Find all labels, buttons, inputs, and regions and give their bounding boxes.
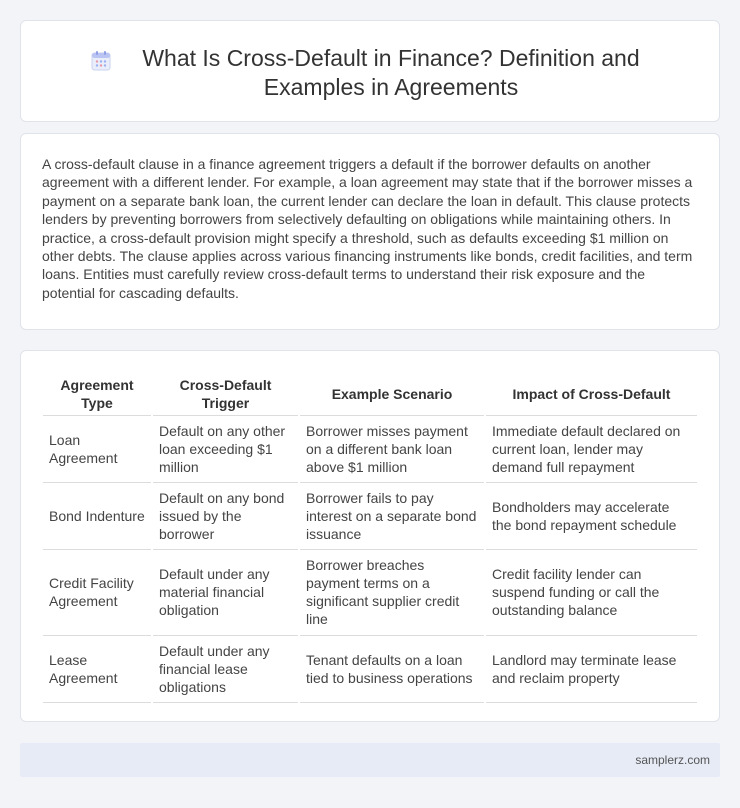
table-cell: Immediate default declared on current loan, lender may demand full repayment <box>485 415 697 482</box>
table-cell: Landlord may terminate lease and reclaim property <box>485 635 697 702</box>
table-cell: Borrower fails to pay interest on a separate bond issuance <box>299 482 485 549</box>
table-header-row <box>43 373 697 415</box>
column-header-agreement-type: Agreement Type <box>43 373 152 415</box>
table-cell: Default on any bond issued by the borrower <box>152 482 299 549</box>
table-row <box>43 482 697 549</box>
table-card <box>20 350 720 722</box>
table-cell: Default under any material financial obligation <box>152 549 299 635</box>
table-cell: Borrower misses payment on a different bank loan above $1 million <box>299 415 485 482</box>
intro-paragraph: A cross-default clause in a finance agreement triggers a default if the borrower defaults on another agreement with a different lender. For example, a loan agreement may state that if the borrower misses a payment on a separate bank loan, the current lender can declare the loan in default. This clause protects lenders by preventing borrowers from selectively defaulting on obligations while maintaining others. In practice, a cross-default provision might specify a threshold, such as defaults exceeding $1 million on other debts. The clause applies across various financing instruments like bonds, credit facilities, and term loans. Entities must carefully review cross-default terms to understand their risk exposure and the potential for cascading defaults. <box>42 156 693 301</box>
footer-site-link[interactable]: samplerz.com <box>635 753 710 767</box>
table-cell: Tenant defaults on a loan tied to business operations <box>299 635 485 702</box>
table-row <box>43 549 697 635</box>
table-cell: Credit Facility Agreement <box>43 549 152 635</box>
table-cell: Borrower breaches payment terms on a significant supplier credit line <box>299 549 485 635</box>
table-cell: Default under any financial lease obligations <box>152 635 299 702</box>
intro-card <box>20 133 720 330</box>
column-header-impact: Impact of Cross-Default <box>485 373 697 415</box>
table-row <box>43 415 697 482</box>
table-cell: Loan Agreement <box>43 415 152 482</box>
footer-bar <box>20 743 720 777</box>
table-cell: Bond Indenture <box>43 482 152 549</box>
table-row <box>43 635 697 702</box>
table-cell: Credit facility lender can suspend funding or call the outstanding balance <box>485 549 697 635</box>
column-header-trigger: Cross-Default Trigger <box>152 373 299 415</box>
title-wrap <box>21 21 719 102</box>
calendar-icon <box>89 49 113 73</box>
title-card <box>20 20 720 122</box>
page-title: What Is Cross-Default in Finance? Definition and Examples in Agreements <box>142 45 640 100</box>
table-cell: Bondholders may accelerate the bond repayment schedule <box>485 482 697 549</box>
cross-default-table <box>43 373 697 703</box>
table-cell: Default on any other loan exceeding $1 million <box>152 415 299 482</box>
column-header-example: Example Scenario <box>299 373 485 415</box>
table-cell: Lease Agreement <box>43 635 152 702</box>
